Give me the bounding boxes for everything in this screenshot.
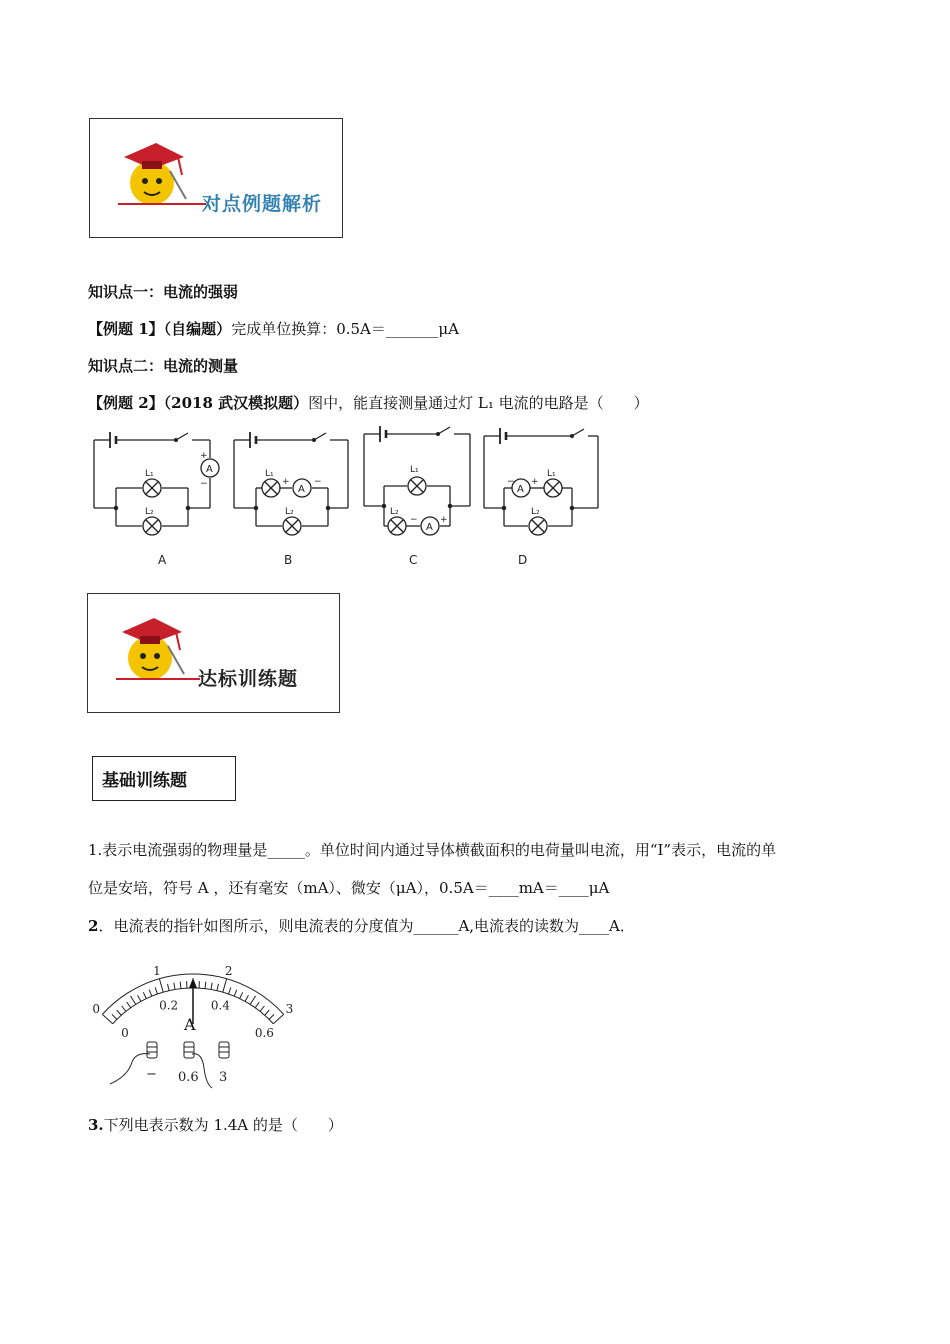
lamp-label: L₂	[285, 507, 294, 517]
question-1-line-2: 位是安培，符号 A ，还有毫安（mA）、微安（μA），0.5A＝____mA＝____μA	[88, 879, 610, 897]
dial-tick	[250, 996, 255, 1004]
question-1-line-1: 1.表示电流强弱的物理量是_____。单位时间内通过导体横截面积的电荷量叫电流，用“I”表示，电流的单	[88, 841, 777, 859]
caption-a: A	[158, 553, 167, 567]
dial-tick	[149, 990, 152, 996]
mascot-icon	[110, 610, 190, 684]
banner-example-analysis	[89, 118, 343, 238]
ammeter-symbol: A	[426, 522, 433, 533]
ammeter-dial	[88, 946, 298, 1090]
dial-tick	[265, 1010, 270, 1015]
caption-d: D	[518, 553, 528, 567]
dial-tick	[159, 979, 163, 992]
plus-sign: +	[200, 451, 208, 461]
dial-tick	[122, 1006, 126, 1011]
ammeter-symbol: A	[206, 464, 213, 475]
knowledge-heading-1: 知识点一：电流的强弱	[88, 283, 239, 301]
dial-tick	[130, 996, 135, 1004]
minus-sign: −	[507, 477, 515, 487]
plus-sign: +	[531, 477, 539, 487]
circuit-d	[484, 428, 598, 535]
dial-tick	[138, 995, 141, 1001]
ammeter-symbol: A	[517, 484, 524, 495]
scale-label-top: 1	[153, 964, 161, 979]
caption-c: C	[409, 553, 418, 567]
scale-label-bottom: 0.2	[159, 998, 179, 1013]
dial-tick	[205, 982, 206, 989]
dial-tick	[255, 1002, 259, 1008]
banner-title: 达标训练题	[198, 668, 299, 690]
example-text: 图中，能直接测量通过灯 L₁ 电流的电路是（ ）	[308, 394, 649, 412]
scale-label-top: 0	[92, 1002, 101, 1017]
dial-tick	[273, 1014, 283, 1023]
lamp-label: L₁	[265, 469, 274, 479]
dial-tick	[174, 983, 175, 990]
wire-left	[110, 1054, 150, 1084]
ammeter-unit: A	[184, 1015, 196, 1034]
dial-tick	[155, 987, 157, 994]
dial-tick	[180, 982, 181, 989]
example-2	[88, 393, 649, 413]
scale-label-top: 2	[224, 964, 233, 979]
needle-arrow-icon	[189, 978, 197, 988]
lamp-label: L₂	[531, 507, 540, 517]
lamp-label: L₂	[145, 507, 154, 517]
terminal-negative	[147, 1042, 157, 1058]
lamp-label: L₁	[145, 469, 154, 479]
example-source: （自编题）	[163, 320, 232, 338]
example-1	[88, 319, 459, 339]
question-3	[88, 1115, 343, 1135]
banner-underline	[118, 203, 206, 205]
scale-label-bottom: 0.4	[210, 998, 231, 1013]
dial-tick	[269, 1014, 274, 1019]
lamp-label: L₂	[390, 507, 399, 517]
plus-sign: +	[282, 477, 290, 487]
dial-tick	[223, 979, 227, 992]
banner-title: 对点例题解析	[202, 193, 323, 215]
section-box-basic	[92, 756, 236, 801]
dial-tick	[211, 983, 212, 990]
question-text: ．电流表的指针如图所示，则电流表的分度值为______A,电流表的读数为____A．	[98, 917, 635, 935]
plus-sign: +	[440, 515, 448, 525]
question-number: 3.	[88, 1116, 104, 1134]
dial-tick	[217, 984, 219, 991]
question-number: 2	[88, 917, 99, 935]
dial-tick	[240, 992, 243, 998]
dial-tick	[234, 990, 237, 996]
example-tag: 【例题 1】	[88, 320, 164, 338]
caption-b: B	[284, 553, 293, 567]
ammeter-symbol: A	[298, 484, 305, 495]
knowledge-heading-2: 知识点二：电流的测量	[88, 357, 239, 375]
terminal-0-6	[184, 1042, 194, 1058]
scale-label-bottom: 0	[121, 1026, 129, 1041]
circuit-diagrams	[88, 426, 608, 574]
lamp-label: L₁	[410, 465, 419, 475]
scale-label-top: 3	[285, 1002, 294, 1017]
minus-sign: −	[200, 479, 208, 489]
dial-tick	[112, 1014, 117, 1019]
dial-tick	[143, 992, 146, 998]
terminal-label: 3	[219, 1070, 228, 1085]
lamp-label: L₁	[547, 469, 556, 479]
terminal-label: 0.6	[178, 1070, 199, 1085]
minus-sign: −	[314, 477, 322, 487]
question-2	[88, 916, 635, 936]
minus-sign: −	[410, 515, 418, 525]
dial-tick	[245, 995, 248, 1001]
dial-tick	[260, 1006, 264, 1011]
dial-tick	[229, 987, 231, 994]
dial-tick	[117, 1010, 122, 1015]
banner-underline	[116, 678, 200, 680]
example-source: （2018 武汉模拟题）	[163, 394, 309, 412]
dial-tick	[168, 984, 170, 991]
example-tag: 【例题 2】	[88, 394, 164, 412]
example-text: 完成单位换算：0.5A＝_______μA	[231, 320, 459, 338]
terminal-3	[219, 1042, 229, 1058]
scale-label-bottom: 0.6	[254, 1026, 274, 1041]
dial-tick	[102, 1014, 112, 1023]
terminal-label: −	[146, 1067, 157, 1082]
section-title: 基础训练题	[102, 771, 187, 791]
mascot-icon	[112, 135, 192, 209]
banner-standard-training	[87, 593, 340, 713]
circuit-b	[234, 432, 348, 535]
question-text: 下列电表示数为 1.4A 的是（ ）	[103, 1116, 343, 1134]
dial-tick	[127, 1002, 131, 1008]
